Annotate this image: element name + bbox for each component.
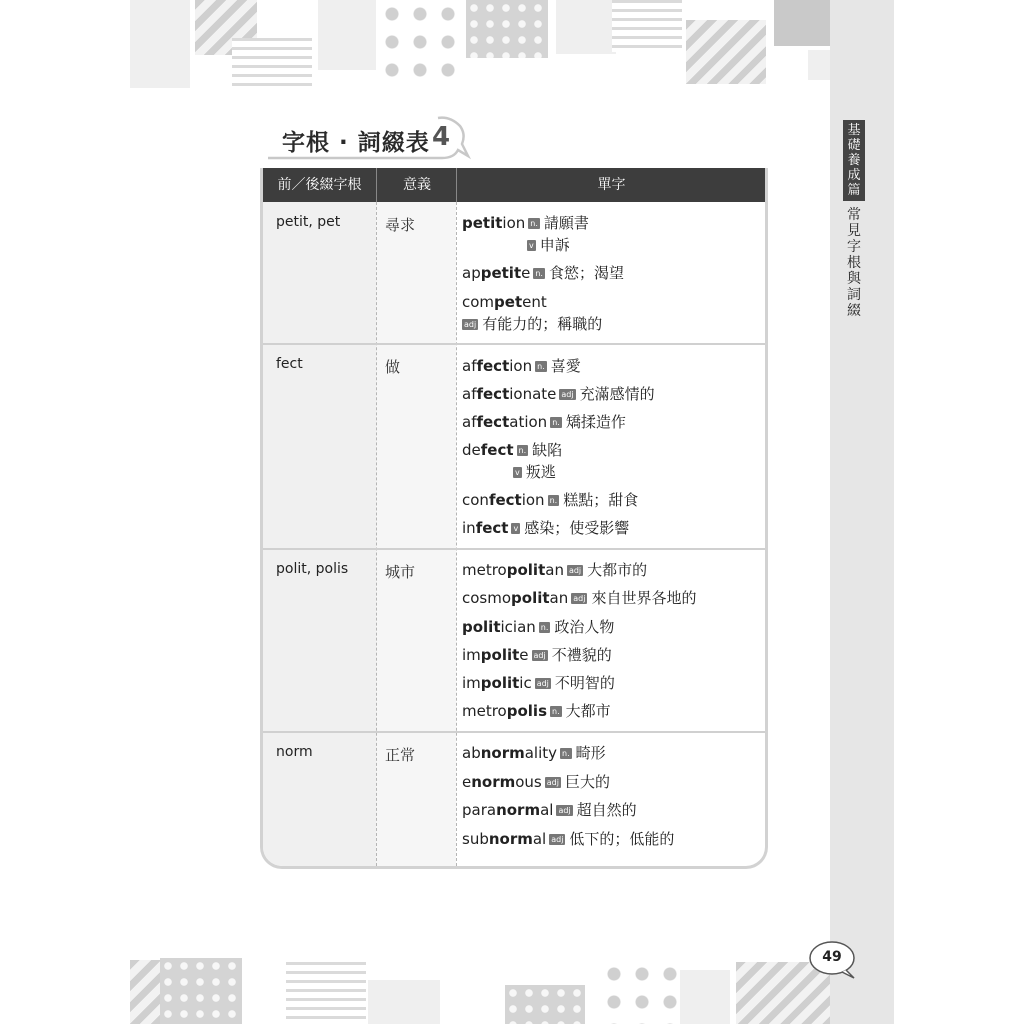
root-column-bg bbox=[263, 202, 376, 866]
chapter-side-title bbox=[843, 120, 865, 319]
meaning-column-bg bbox=[376, 202, 456, 866]
word-entry: confection n. 糕點；甜食 bbox=[462, 491, 639, 509]
header-words: 單字 bbox=[456, 168, 766, 202]
word-entry: competent adj 有能力的；稱職的 bbox=[462, 293, 603, 333]
meaning-cell: 城市 bbox=[385, 563, 416, 581]
word-entry: affectation n. 矯揉造作 bbox=[462, 413, 626, 431]
word-entry: metropolis n. 大都市 bbox=[462, 702, 611, 720]
root-cell: polit, polis bbox=[276, 561, 349, 577]
header-meaning: 意義 bbox=[376, 168, 457, 202]
word-entry: impolite adj 不禮貌的 bbox=[462, 646, 612, 664]
meaning-cell: 做 bbox=[385, 358, 401, 376]
chapter-part-label: 基 礎 養 成 篇 bbox=[843, 120, 865, 201]
word-entry: paranormal adj 超自然的 bbox=[462, 801, 637, 819]
page-number: 49 bbox=[822, 949, 842, 965]
header-root: 前／後綴字根 bbox=[277, 177, 362, 193]
word-entry: metropolitan adj 大都市的 bbox=[462, 561, 648, 579]
word-entry: impolitic adj 不明智的 bbox=[462, 674, 615, 692]
word-entry: defect n. 缺陷 v 叛逃 bbox=[462, 441, 563, 481]
page-number-badge bbox=[806, 938, 858, 980]
table-header bbox=[263, 168, 765, 202]
word-entry: appetite n. 食慾；渴望 bbox=[462, 264, 624, 282]
chapter-name: 常 見 字 根 與 詞 綴 bbox=[847, 207, 861, 319]
root-cell: norm bbox=[276, 744, 313, 760]
word-entry: subnormal adj 低下的；低能的 bbox=[462, 830, 675, 848]
word-entry: cosmopolitan adj 來自世界各地的 bbox=[462, 589, 697, 607]
affix-table bbox=[260, 168, 768, 869]
word-entry: infect v 感染；使受影響 bbox=[462, 519, 630, 537]
title-number: 4 bbox=[432, 122, 451, 152]
word-entry: politician n. 政治人物 bbox=[462, 618, 615, 636]
word-entry: abnormality n. 畸形 bbox=[462, 744, 606, 762]
meaning-cell: 正常 bbox=[385, 746, 416, 764]
section-title bbox=[262, 112, 472, 164]
title-text: 字根 · 詞綴表 bbox=[282, 130, 430, 156]
word-entry: affection n. 喜愛 bbox=[462, 357, 581, 375]
word-entry: petition n. 請願書 v 申訴 bbox=[462, 214, 589, 254]
word-entry: affectionate adj 充滿感情的 bbox=[462, 385, 655, 403]
word-entry: enormous adj 巨大的 bbox=[462, 773, 610, 791]
meaning-cell: 尋求 bbox=[385, 216, 416, 234]
root-cell: petit, pet bbox=[276, 214, 341, 230]
root-cell: fect bbox=[276, 356, 303, 372]
